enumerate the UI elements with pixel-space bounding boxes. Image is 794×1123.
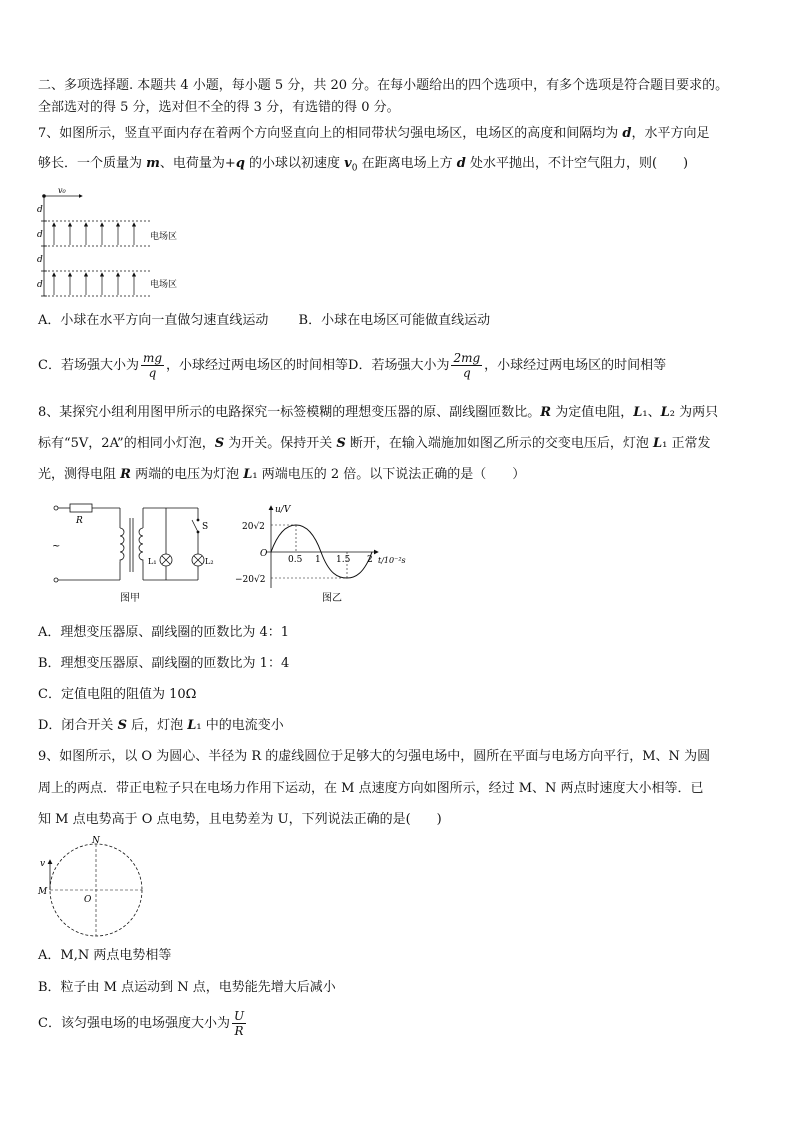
y-axis-label: u/V (275, 505, 291, 515)
q7-option-d-text: D．若场强大小为 (348, 358, 450, 373)
S-label: S (202, 522, 209, 532)
q7-option-b-text: B．小球在电场区可能做直线运动 (298, 313, 491, 328)
q7-var-v0-sub: 0 (351, 163, 358, 174)
q8-text: 8、某探究小组利用图甲所示的电路探究一标签模糊的理想变压器的原、副线圈匝数比。 (38, 405, 541, 420)
q7-option-a (38, 311, 490, 331)
ac-source-symbol: ~ (52, 541, 61, 552)
y-max-label: 20√2 (242, 522, 265, 532)
q9-option-c-fraction (232, 1009, 246, 1038)
q7-line-1 (38, 124, 710, 144)
q7-var-d: d (456, 156, 466, 171)
q8-var-R: R (540, 405, 552, 420)
q9-option-c (38, 1006, 248, 1042)
q8-text: 为定值电阻， (551, 405, 634, 420)
x-tick-label: 1 (315, 555, 321, 565)
q7-field-figure (34, 186, 194, 298)
secondary-coil (139, 528, 143, 562)
y-min-label: −20√2 (235, 575, 266, 585)
q7-var-m: m (146, 156, 160, 171)
v0-label: v₀ (58, 186, 66, 195)
q8-text: ₁、 (642, 405, 661, 420)
x-tick-label: 1.5 (336, 555, 351, 565)
q8-var-L2: L (660, 405, 670, 420)
q8-text: ₁ 两端电压的 2 倍。以下说法正确的是（ ） (252, 467, 526, 482)
L1-label: L₁ (148, 557, 157, 566)
q8-text: 光，测得电阻 (38, 467, 121, 482)
q7-option-d-fraction (451, 351, 482, 380)
q8-option-b: B．理想变压器原、副线圈的匝数比为 1：4 (38, 656, 290, 671)
q8-text: 两端的电压为灯泡 (130, 467, 244, 482)
x-tick-label: 0.5 (288, 555, 303, 565)
q7-text: 够长．一个质量为 (38, 156, 147, 171)
sine-curve (271, 525, 372, 578)
q8-text: ₂ 为两只 (669, 405, 719, 420)
q7-line-2 (38, 154, 688, 179)
q8-circuit-figure (48, 498, 220, 606)
q8-text: ₁ 正常发 (662, 436, 711, 451)
lamp-L1 (160, 554, 172, 566)
d-label: d (37, 205, 43, 215)
q9-option-a: A．M,N 两点电势相等 (38, 948, 172, 963)
q9-line-3: 知 M 点电势高于 O 点电势，且电势差为 U，下列说法正确的是( ) (38, 812, 442, 827)
q7-text: 、电荷量为+ (159, 156, 236, 171)
section-header-line-2: 全部选对的得 5 分，选对但不全的得 3 分，有选错的得 0 分。 (38, 100, 400, 115)
q8-line-2 (38, 434, 711, 454)
q7-var-d: d (622, 126, 632, 141)
q7-var-q: q (235, 156, 245, 171)
q7-option-a-text: A．小球在水平方向一直做匀速直线运动 (38, 313, 269, 328)
L2-label: L₂ (205, 557, 214, 566)
field-region-1 (44, 221, 152, 246)
section-header-line-1: 二、多项选择题. 本题共 4 小题，每小题 5 分，共 20 分。在每小题给出的四个选项中，有多个选项是符合题目要求的。 (38, 78, 729, 93)
q8-var-R: R (120, 467, 131, 482)
q7-var-v0: v (344, 156, 352, 171)
x-tick-label: 2 (367, 555, 373, 565)
q8-option-c: C．定值电阻的阻值为 10Ω (38, 687, 197, 702)
q8-var-L1: L (187, 718, 197, 733)
fraction-numerator: U (233, 1009, 245, 1023)
q8-option-a: A．理想变压器原、副线圈的匝数比为 4：1 (38, 625, 290, 640)
figure-yi-caption: 图乙 (322, 593, 342, 604)
q8-text: 断开，在输入端施加如图乙所示的交变电压后，灯泡 (345, 436, 654, 451)
q8-var-L1: L (633, 405, 643, 420)
q8-var-S: S (117, 718, 127, 733)
q8-line-1 (38, 403, 718, 423)
R-label: R (76, 516, 83, 526)
q7-text: 在距离电场上方 (357, 156, 457, 171)
q8-line-3 (38, 465, 525, 485)
primary-coil (120, 528, 124, 562)
q7-text: 的小球以初速度 (244, 156, 345, 171)
q7-option-d-text: ，小球经过两电场区的时间相等 (484, 358, 667, 373)
fraction-denominator: q (148, 366, 157, 380)
q8-text: 标有“5V，2A”的相同小灯泡， (38, 436, 215, 451)
q7-option-c-text: C．若场强大小为 (38, 358, 139, 373)
q8-option-d-text: ₁ 中的电流变小 (196, 718, 284, 733)
q9-option-b: B．粒子由 M 点运动到 N 点，电势能先增大后减小 (38, 980, 336, 995)
q9-circle-figure (34, 836, 154, 940)
q8-var-S: S (336, 436, 346, 451)
q7-option-c-fraction (141, 351, 164, 380)
fraction-denominator: q (462, 366, 471, 380)
switch-S (192, 520, 198, 532)
d-label: d (37, 255, 43, 265)
fraction-denominator: R (234, 1024, 244, 1038)
q8-option-d-text: 后，灯泡 (126, 718, 188, 733)
N-label: N (92, 836, 100, 846)
v-label: v (40, 859, 46, 869)
origin-label: O (260, 549, 268, 559)
q8-text: 为开关。保持开关 (224, 436, 337, 451)
q8-var-L1: L (653, 436, 663, 451)
q8-var-S: S (214, 436, 225, 451)
q8-voltage-graph (226, 500, 426, 606)
q8-option-d-text: D．闭合开关 (38, 718, 118, 733)
q9-option-c-text: C．该匀强电场的电场强度大小为 (38, 1016, 230, 1031)
field-label-1: 电场区 (150, 232, 178, 242)
x-axis-label: t/10⁻²s (378, 556, 406, 565)
M-label: M (38, 887, 48, 897)
fraction-numerator: 2mg (453, 351, 481, 365)
field-region-2 (44, 271, 152, 296)
resistor-R (70, 504, 92, 512)
fraction-numerator: mg (142, 351, 163, 365)
O-label: O (84, 895, 92, 905)
figure-jia-caption: 图甲 (120, 593, 140, 604)
q8-var-L1: L (243, 467, 253, 482)
q7-text: ，水平方向足 (631, 126, 710, 141)
field-label-2: 电场区 (150, 280, 178, 290)
q7-option-cd (38, 348, 666, 384)
q9-line-2: 周上的两点．带正电粒子只在电场力作用下运动，在 M 点速度方向如图所示，经过 M、N 两点时速度大小相等．已 (38, 781, 704, 796)
d-label: d (37, 230, 43, 240)
q7-text: 7、如图所示，竖直平面内存在着两个方向竖直向上的相同带状匀强电场区，电场区的高度和间隔均为 (38, 126, 623, 141)
q7-option-c-text: ，小球经过两电场区的时间相等 (166, 358, 349, 373)
lamp-L2 (192, 554, 204, 566)
q7-text: 处水平抛出，不计空气阻力，则( ) (465, 156, 689, 171)
q9-line-1: 9、如图所示，以 O 为圆心、半径为 R 的虚线圆位于足够大的匀强电场中，圆所在平面与电场方向平行，M、N 为圆 (38, 749, 711, 764)
q8-option-d (38, 716, 284, 736)
d-label: d (37, 280, 43, 290)
